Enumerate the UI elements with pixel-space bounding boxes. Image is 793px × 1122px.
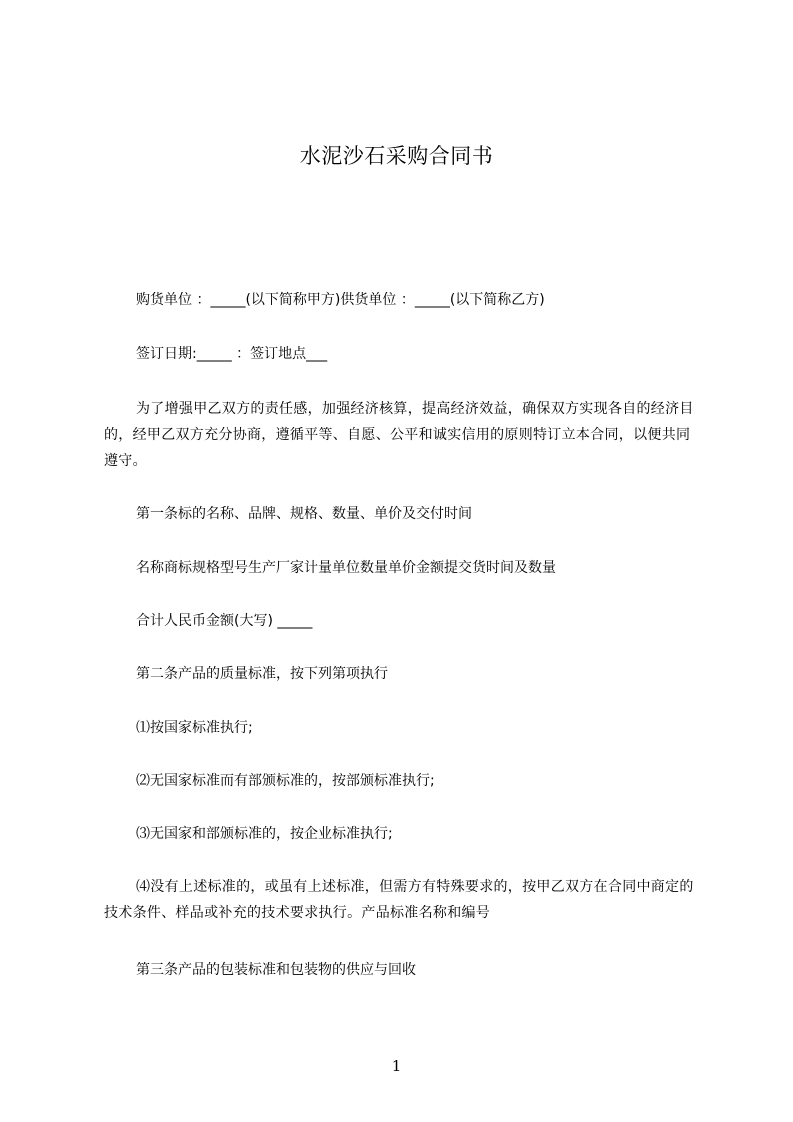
parties-line: 购货单位 ：_____(以下简称甲方)供货单位 ：_____(以下简称乙方) (136, 292, 545, 308)
intro-paragraph: 为了增强甲乙双方的责任感，加强经济核算，提高经济效益，确保双方实现各自的经济目的，经甲乙双方充分协商，遵循平等、自愿、公平和诚实信用的原则特订立本合同，以便共同遵守。 (104, 401, 694, 469)
page-number: 1 (391, 1057, 402, 1075)
article-2-item-2: ⑵无国家标准而有部颁标准的，按部颁标准执行; (136, 773, 435, 789)
article-2-item-1: ⑴按国家标准执行; (136, 720, 253, 736)
document-title: 水泥沙石采购合同书 (299, 144, 494, 168)
article-1-columns: 名称商标规格型号生产厂家计量单位数量单价金额提交货时间及数量 (136, 560, 556, 576)
article-1-heading: 第一条标的名称、品牌、规格、数量、单价及交付时间 (136, 506, 472, 522)
signing-date-place-line: 签订日期:_____ ：签订地点___ (136, 346, 328, 362)
article-3-heading: 第三条产品的包装标准和包装物的供应与回收 (136, 962, 416, 978)
article-2-heading: 第二条产品的质量标准，按下列第项执行 (136, 666, 388, 682)
article-2-item-3: ⑶无国家和部颁标准的，按企业标准执行; (136, 826, 393, 842)
article-2-item-4: ⑷没有上述标准的，或虽有上述标准，但需方有特殊要求的，按甲乙双方在合同中商定的技术条件、样品或补充的技术要求执行。产品标准名称和编号 (104, 879, 694, 921)
article-1-total: 合计人民币金额(大写) _____ (136, 613, 313, 629)
